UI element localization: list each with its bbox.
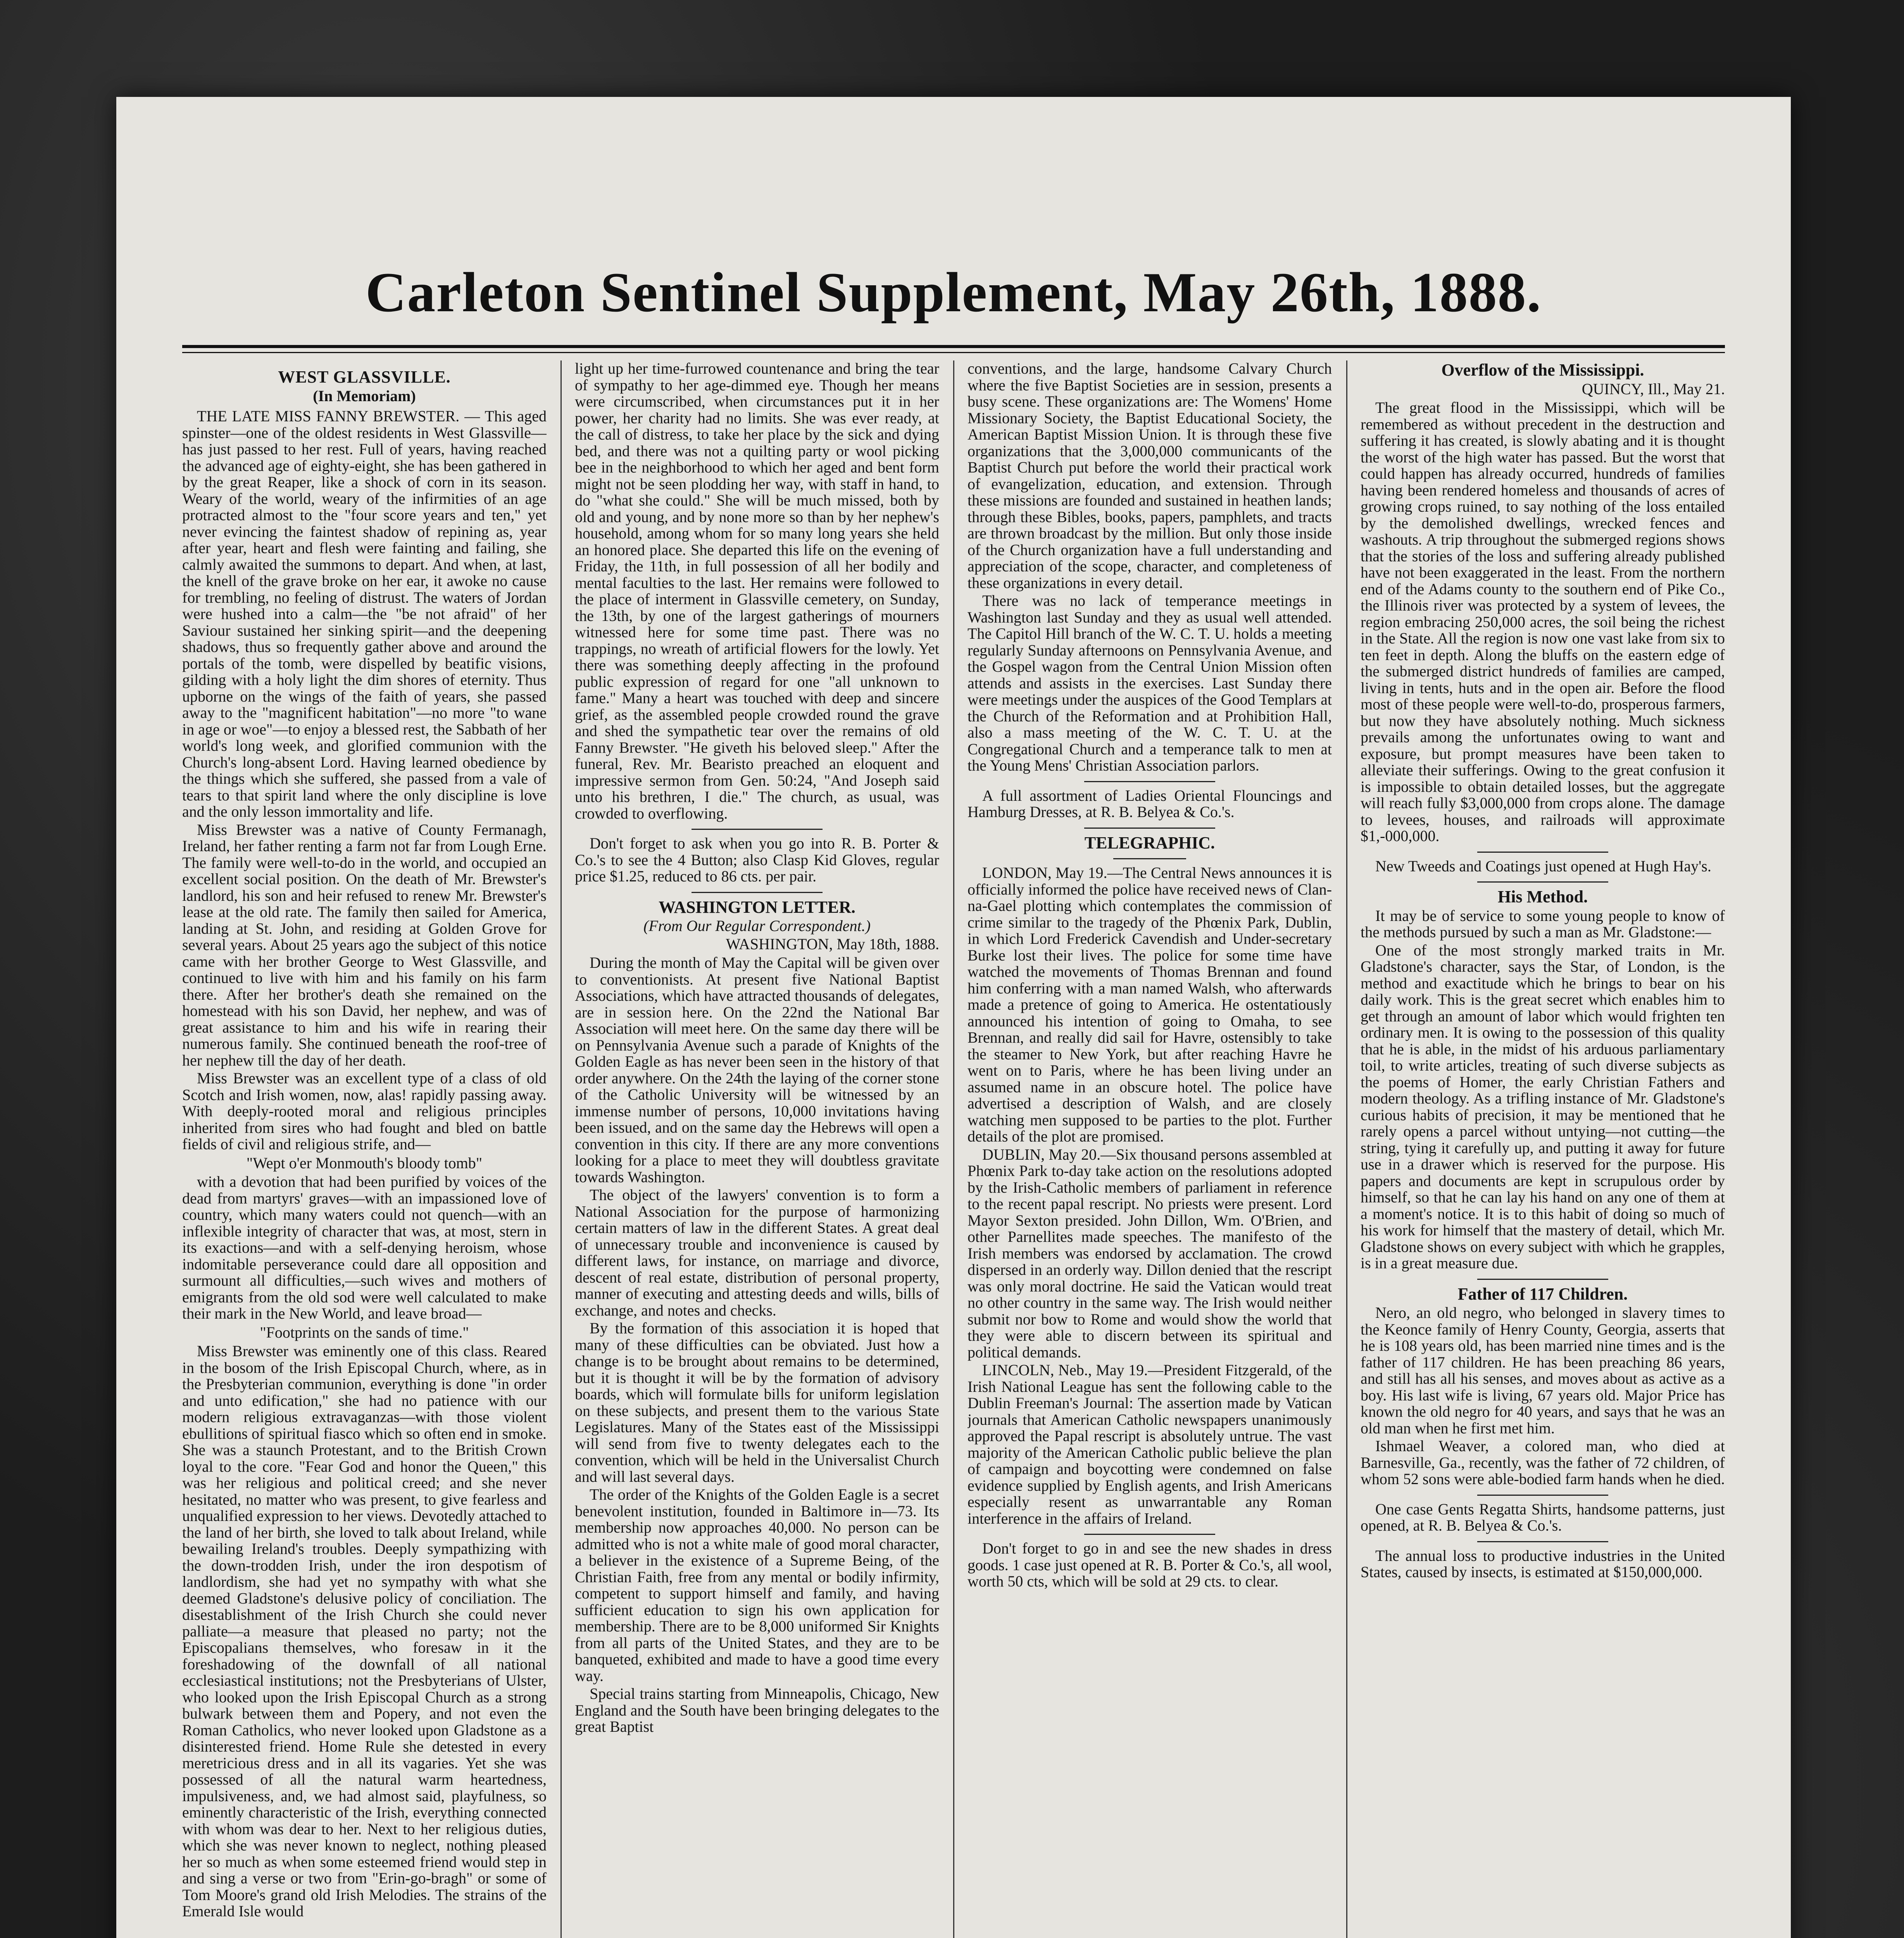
article-paragraph: By the formation of this association it is hoped that many of these difficulties can be obviated. Just how a change is to be brought about remains to be determined, but it is thought it will be by the formation of advisory boards, which will formulate bills for uniform legislation on these subjects, and present them to the various State Legislatures. Many of the States east of the Mississippi will send from five to twenty delegates each to the convention, which will be held in the Universalist Church and will last several days. <box>575 1319 939 1485</box>
masthead-title: Carleton Sentinel Supplement, May 26th, 1888. <box>365 261 1542 324</box>
section-rule <box>1084 828 1215 829</box>
article-columns <box>182 360 1725 1938</box>
advertisement: A full assortment of Ladies Oriental Flouncings and Hamburg Dresses, at R. B. Belyea & Co.'s. <box>968 786 1332 821</box>
article-paragraph: conventions, and the large, handsome Calvary Church where the five Baptist Societies are in session, presents a busy scene. These organizations are: The Womens' Home Missionary Society, the Baptist Educational Society, the American Baptist Mission Union. It is through these five organizations that the 3,000,000 communicants of the Baptist Church put before the world their practical work of evangelization, education, and extension. Through these missions are founded and sustained in heathen lands; through these Bibles, books, papers, pamphlets, and tracts are thrown broadcast by the million. But only those inside of the Church organization have a full understanding and appreciation of the scope, character, and completeness of these organizations in every detail. <box>968 360 1332 591</box>
section-rule <box>1084 1534 1215 1535</box>
article-paragraph: The object of the lawyers' convention is to form a National Association for the purpose of harmonizing certain matters of law in the different States. A great deal of unnecessary trouble and inconvenience is caused by different laws, for instance, on marriage and divorce, descent of real estate, distribution of personal property, manner of executing and attesting deeds and wills, bills of exchange, and notes and checks. <box>575 1186 939 1319</box>
quotation: "Footprints on the sands of time." <box>260 1323 469 1341</box>
article-paragraph: with a devotion that had been purified by voices of the dead from martyrs' graves—with an impassioned love of country, which many waters could not quench—with an inflexible integrity of character that was, at most, stern in its exactions—and with a self-denying heroism, whose indomitable perseverance could dare all opposition and surmount all difficulties,—such wives and mothers of emigrants from the old sod were well calculated to make their mark in the New World, and leave broad— <box>182 1173 547 1322</box>
article-paragraph: It may be of service to some young people to know of the methods pursued by such a man as Mr. Gladstone:— <box>1361 907 1725 941</box>
section-rule <box>1477 1541 1608 1542</box>
section-rule <box>1084 781 1215 782</box>
section-rule <box>1113 858 1186 859</box>
dateline: WASHINGTON, May 18th, 1888. <box>726 935 939 953</box>
telegraphic-heading: TELEGRAPHIC. <box>1084 833 1215 852</box>
column-divider <box>561 360 562 1938</box>
section-rule <box>692 892 823 893</box>
section-rule <box>1477 881 1608 883</box>
article-paragraph: The annual loss to productive industries in the United States, caused by insects, is estimated at $150,000,000. <box>1361 1547 1725 1581</box>
advertisement: Don't forget to go in and see the new shades in dress goods. 1 case just opened at R. B. Porter & Co.'s, all wool, worth 50 cts, which will be sold at 29 cts. to clear. <box>968 1540 1332 1590</box>
column-3 <box>968 360 1332 1938</box>
mississippi-heading: Overflow of the Mississippi. <box>1441 360 1644 379</box>
article-paragraph: Ishmael Weaver, a colored man, who died at Barnesville, Ga., recently, was the father of 72 children, of whom 52 sons were able-bodied farm hands when he died. <box>1361 1437 1725 1488</box>
article-paragraph: There was no lack of temperance meetings in Washington last Sunday and they as usual well attended. The Capitol Hill branch of the W. C. T. U. holds a meeting regularly Sunday afternoons on Pennsylvania Avenue, and the Gospel wagon from the Central Union Mission often attends and assists in the exercises. Last Sunday there were meetings under the auspices of the Good Templars at the Church of the Reformation and at Prohibition Hall, also a mass meeting of the W. C. T. U. at the Congregational Church and a temperance talk to men at the Young Mens' Christian Association parlors. <box>968 592 1332 774</box>
advertisement: One case Gents Regatta Shirts, handsome patterns, just opened, at R. B. Belyea & Co.'s. <box>1361 1500 1725 1534</box>
advertisement: New Tweeds and Coatings just opened at Hugh Hay's. <box>1375 857 1711 875</box>
article-paragraph: Special trains starting from Minneapolis, Chicago, New England and the South have been bringing delegates to the great Baptist <box>575 1685 939 1735</box>
article-paragraph: Miss Brewster was a native of County Fermanagh, Ireland, her father renting a farm not far from Lough Erne. The family were well-to-do in the world, and occupied an excellent social position. On the death of Mr. Brewster's landlord, his son and heir refused to renew Mr. Brewster's lease at the old rate. The family then sailed for America, landing at St. John, and residing at Golden Grove for several years. About 25 years ago the subject of this notice came with her brother George to West Glassville, and continued to live with him and his family on his farm there. After her brother's death she remained on the homestead with his son David, her nephew, and was of great assistance to him and his wife in rearing their numerous family. She continued beneath the roof-tree of her nephew till the day of her death. <box>182 821 547 1069</box>
article-paragraph: Miss Brewster was an excellent type of a class of old Scotch and Irish women, now, alas! rapidly passing away. With deeply-rooted moral and religious principles inherited from sires who had fought and bled on battle fields of civil and religious strife, and— <box>182 1069 547 1153</box>
article-paragraph: The great flood in the Mississippi, which will be remembered as without precedent in the destruction and suffering it has created, is slowly abating and it is thought the worst of the high water has passed. But the worst that could happen has already occurred, hundreds of families having been rendered homeless and thousands of acres of growing crops ruined, to say nothing of the loss entailed by the demolished dwellings, wrecked fences and washouts. A trip throughout the submerged regions shows that the stories of the loss and suffering already published have not been exaggerated in the least. From the northern end of the Adams county to the southern end of Pike Co., the Illinois river was protected by a system of levees, the region embracing 250,000 acres, the soil being the richest in the State. All the region is now one vast lake from six to ten feet in depth. Along the bluffs on the eastern edge of the submerged district hundreds of families are camped, living in tents, huts and in the open air. Before the flood most of these people were well-to-do, prosperous farmers, but now they have absolutely nothing. Much sickness prevails among the unfortunates owing to want and exposure, but prompt measures have been taken to alleviate their sufferings. Owing to the great confusion it is impossible to obtain detailed losses, but the aggregate will reach fully $3,000,000 from crops alone. The damage to levees, houses, and railroads will approximate $1,-000,000. <box>1361 399 1725 845</box>
article-paragraph: LONDON, May 19.—The Central News announces it is officially informed the police have received news of Clan-na-Gael plotting which contemplates the commission of crime similar to the tragedy of the Phœnix Park, Dublin, in which Lord Frederick Cavendish and Under-secretary Burke lost their lives. The police for some time have watched the movements of Thomas Brennan and found him conferring with a man named Walsh, who afterwards made a pretence of going to America. He ostentatiously announced his intention of going to Omaha, to see Brennan, and really did sail for Havre, ostensibly to take the steamer to New York, but after reaching Havre he went on to Paris, where he has been living under an assumed name in an obscure hotel. The police have advertised a description of Walsh, and are closely watching men supposed to be parties to the plot. Further details of the plot are promised. <box>968 864 1332 1145</box>
article-paragraph: Miss Brewster was eminently one of this class. Reared in the bosom of the Irish Episcopal Church, where, as in the Presbyterian communion, everything is done "in order and unto edification," she had no patience with our modern religious extravaganzas—with those violent ebullitions of spiritual fiasco which so often end in smoke. She was a staunch Protestant, and to the British Crown loyal to the core. "Fear God and honor the Queen," this was her religious and political creed; and she never hesitated, no matter who was present, to give fearless and unqualified expression to her views. Devotedly attached to the land of her birth, she loved to talk about Ireland, while bewailing Ireland's troubles. Deeply sympathizing with the down-trodden Irish, under the iron despotism of landlordism, she had yet no sympathy with what she deemed Gladstone's delusive policy of conciliation. The disestablishment of the Irish Church she could never palliate—a measure that pleased no party; not the Episcopalians themselves, who foresaw in it the foreshadowing of the downfall of all national ecclesiastical institutions; not the Presbyterians of Ulster, who looked upon the Irish Episcopal Church as a strong bulwark between them and Popery, and not even the Roman Catholics, who never looked upon Gladstone as a disinterested friend. Home Rule she detested in every meretricious dress and in all its vagaries. Yet she was possessed of all the natural warm heartedness, impulsiveness, and, we had almost said, playfulness, so eminently characteristic of the Irish, everything connected with whom was dear to her. Next to her religious duties, which she was never known to neglect, nothing pleased her so much as when some esteemed friend would step in and sing a verse or two from "Erin-go-bragh" or some of Tom Moore's grand old Irish Melodies. The strains of the Emerald Isle would <box>182 1342 547 1920</box>
article-paragraph: THE LATE MISS FANNY BREWSTER. — This aged spinster—one of the oldest residents in West Glassville—has just passed to her rest. Full of years, having reached the advanced age of eighty-eight, she has been gathered in by the great Reaper, like a shock of corn in its season. Weary of the world, weary of the infirmities of an age protracted almost to the "four score years and ten," yet never evincing the faintest shadow of repining as, year after year, heart and flesh were fainting and failing, she calmly awaited the summons to depart. And when, at last, the knell of the grave broke on her ear, it awoke no cause for trembling, no feeling of distrust. The waters of Jordan were hushed into a calm—the "be not afraid" of her Saviour sustained her sinking spirit—and the deepening shadows, thus so frequently gather above and around the portals of the tomb, were dispelled by beatific visions, gilding with a holy light the dim shores of eternity. Thus upborne on the wings of the faith of years, she passed away to the "magnificent habitation"—no more "to wane in age or woe"—to enjoy a blessed rest, the Sabbath of her world's long week, and glorified communion with the Church's long-absent Lord. Having learned obedience by the things which she suffered, she passed from a vale of tears to that spirit land where the only discipline is love and the only lesson immortality and life. <box>182 407 547 820</box>
article-paragraph: The order of the Knights of the Golden Eagle is a secret benevolent institution, founded in Baltimore in—73. Its membership now approaches 40,000. No person can be admitted who is not a white male of good moral character, a believer in the existence of a Supreme Being, of the Christian Faith, free from any mental or bodily infirmity, competent to support himself and family, and having sufficient education to sign his own application for membership. There are to be 8,000 uniformed Sir Knights from all parts of the United States, and they are to be banqueted, exhibited and made to have a good time every way. <box>575 1486 939 1685</box>
column-divider <box>953 360 954 1938</box>
in-memoriam-subheading: (In Memoriam) <box>313 387 416 405</box>
newspaper-page <box>116 97 1791 1938</box>
masthead-rule <box>182 345 1725 353</box>
article-paragraph: light up her time-furrowed countenance and bring the tear of sympathy to her age-dimmed eye. Though her means were circumscribed, when circumstances put it in her power, her charity had no limits. She was ever ready, at the call of distress, to take her place by the sick and dying bed, and there was not a quilting party or wool picking bee in the neighborhood to which her aged and bent form might not be seen plodding her way, with staff in hand, to do "what she could." She will be much missed, both by old and young, and by none more so than by her nephew's household, among whom for so many long years she held an honored place. She departed this life on the evening of Friday, the 11th, in full possession of all her bodily and mental faculties to the last. Her remains were followed to the place of interment in Glassville cemetery, on Sunday, the 13th, by one of the largest gatherings of mourners witnessed here for some time past. There was no trappings, no wreath of artificial flowers for the lowly. Yet there was something deeply affecting in the profound public expression of regard for one "all unknown to fame." Many a heart was touched with deep and sincere grief, as the assembled people crowded round the grave and shed the sympathetic tear over the remains of old Fanny Brewster. "He giveth his beloved sleep." After the funeral, Rev. Mr. Bearisto preached an eloquent and impressive sermon from Gen. 50:24, "And Joseph said unto his brethren, I die." The church, as usual, was crowded to overflowing. <box>575 360 939 822</box>
section-rule <box>1477 1279 1608 1280</box>
west-glassville-heading: WEST GLASSVILLE. <box>278 367 451 386</box>
article-paragraph: During the month of May the Capital will be given over to conventionists. At present five National Baptist Associations, which have attracted thousands of delegates, are in session here. On the 22nd the National Bar Association will meet here. On the same day there will be on Pennsylvania Avenue such a parade of Knights of the Golden Eagle as has never been seen in the history of that order anywhere. On the 24th the laying of the corner stone of the Catholic University will be witnessed by an immense number of persons, 10,000 invitations having been issued, and on the same day the Hebrews will open a convention in this city. If there are any more conventions looking for a place to meet they will doubtless gravitate towards Washington. <box>575 954 939 1186</box>
article-paragraph: One of the most strongly marked traits in Mr. Gladstone's character, says the Star, of London, is the method and exactitude which he brings to bear on his daily work. This is the great secret which enables him to get through an amount of labor which would frighten ten ordinary men. It is owing to the possession of this quality that he is able, in the midst of his arduous parliamentary toil, to write articles, treating of such diverse subjects as the poems of Homer, the early Christian Fathers and modern theology. As a trifling instance of Mr. Gladstone's curious habits of precision, it may be mentioned that he rarely opens a parcel without untying—not cutting—the string, tying it carefully up, and putting it away for future use in a drawer which is reserved for the purpose. His papers and documents are kept in scrupulous order by himself, so that he can lay his hand on any one of them at a moment's notice. It is to this habit of doing so much of his work for himself that the mastery of detail, which Mr. Gladstone shows on every subject with which he grapples, is in a great measure due. <box>1361 941 1725 1272</box>
father-of-children-heading: Father of 117 Children. <box>1457 1284 1628 1303</box>
his-method-heading: His Method. <box>1497 887 1588 906</box>
column-2 <box>575 360 939 1938</box>
section-rule <box>1477 852 1608 853</box>
advertisement: Don't forget to ask when you go into R. B. Porter & Co.'s to see the 4 Button; also Clasp Kid Gloves, regular price $1.25, reduced to 86 cts. per pair. <box>575 835 939 885</box>
correspondent-line: (From Our Regular Correspondent.) <box>643 917 871 935</box>
article-paragraph: Nero, an old negro, who belonged in slavery times to the Keonce family of Henry County, Georgia, asserts that he is 108 years old, has been married nine times and is the father of 117 children. He has been preaching 86 years, and still has all his senses, and moves about as active as a boy. His last wife is living, 67 years old. Major Price has known the old negro for 40 years, and says that he was an old man when he first met him. <box>1361 1304 1725 1437</box>
article-paragraph: LINCOLN, Neb., May 19.—President Fitzgerald, of the Irish National League has sent the following cable to the Dublin Freeman's Journal: The assertion made by Vatican journals that American Catholic newspapers unanimously approved the Papal rescript is absolutely untrue. The vast majority of the American Catholic public believe the plan of campaign and boycotting were condemned on false evidence supplied by English agents, and Irish Americans especially resent as unwarrantable any Roman interference in the affairs of Ireland. <box>968 1361 1332 1527</box>
section-rule <box>692 829 823 830</box>
washington-letter-heading: WASHINGTON LETTER. <box>659 897 855 917</box>
section-rule <box>1477 1495 1608 1496</box>
quotation: "Wept o'er Monmouth's bloody tomb" <box>246 1154 483 1172</box>
column-4 <box>1361 360 1725 1938</box>
dateline: QUINCY, Ill., May 21. <box>1581 380 1725 398</box>
column-divider <box>1346 360 1347 1938</box>
article-paragraph: DUBLIN, May 20.—Six thousand persons assembled at Phœnix Park to-day take action on the resolutions adopted by the Irish-Catholic members of parliament in reference to the recent papal rescript. No priests were present. Lord Mayor Sexton presided. John Dillon, Wm. O'Brien, and other Parnellites made speeches. The manifesto of the Irish members was endorsed by acclamation. The crowd dispersed in an orderly way. Dillon denied that the rescript was only moral doctrine. He said the Vatican would treat no other country in the same way. The Irish would neither submit nor bow to Rome and would show the world that they were able to discern between its spiritual and political demands. <box>968 1145 1332 1361</box>
column-1 <box>182 360 547 1938</box>
